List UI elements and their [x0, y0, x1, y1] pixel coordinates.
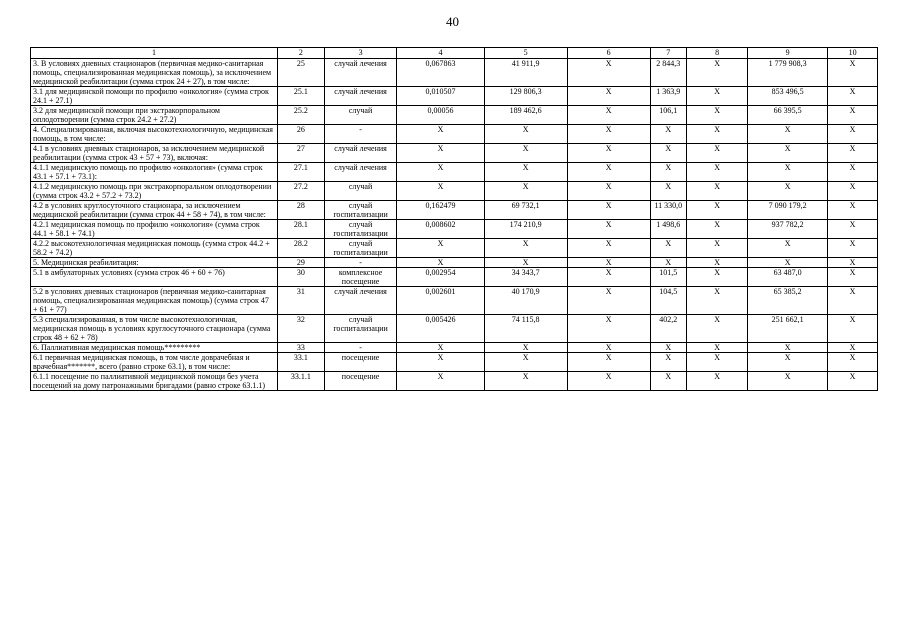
row-code-cell: 25 [278, 59, 325, 87]
row-value-cell: X [686, 315, 747, 343]
row-value-cell: X [567, 125, 650, 144]
row-value-cell: X [828, 182, 878, 201]
table-row [31, 182, 878, 201]
row-value-cell: 174 210,9 [484, 220, 567, 239]
header-row [31, 48, 878, 59]
row-value-cell: 66 395,5 [748, 106, 828, 125]
row-value-cell: X [686, 372, 747, 391]
row-value-cell: X [650, 125, 686, 144]
row-code-cell: 25.1 [278, 87, 325, 106]
row-value-cell: X [748, 182, 828, 201]
row-value-cell: X [567, 144, 650, 163]
row-code-cell: 31 [278, 287, 325, 315]
row-value-cell: X [828, 201, 878, 220]
row-value-cell: X [397, 125, 484, 144]
row-value-cell: X [397, 353, 484, 372]
row-value-cell: X [748, 239, 828, 258]
page-number: 40 [446, 14, 459, 29]
row-value-cell: X [567, 59, 650, 87]
row-value-cell: X [484, 258, 567, 268]
row-name-cell: 6.1.1 посещение по паллиативной медицинской помощи без учета посещений на дому патронажными бригадами (равно строке 63.1.1) [31, 372, 278, 391]
row-name-cell: 4.1 в условиях дневных стационаров, за исключением медицинской реабилитации (сумма строк 43 + 57 + 73), включая: [31, 144, 278, 163]
row-unit-cell: посещение [324, 353, 397, 372]
row-name-cell: 3.2 для медицинской помощи при экстракорпоральном оплодотворении (сумма строк 24.2 + 27.2) [31, 106, 278, 125]
header-cell: 7 [650, 48, 686, 59]
row-value-cell: 0,162479 [397, 201, 484, 220]
row-value-cell: X [686, 144, 747, 163]
table-row [31, 315, 878, 343]
row-value-cell: 0,010507 [397, 87, 484, 106]
row-value-cell: X [650, 258, 686, 268]
row-value-cell: X [397, 343, 484, 353]
table-row [31, 87, 878, 106]
row-value-cell: X [567, 87, 650, 106]
row-value-cell: X [748, 163, 828, 182]
table-row [31, 201, 878, 220]
row-unit-cell: случай лечения [324, 163, 397, 182]
row-code-cell: 28.2 [278, 239, 325, 258]
row-value-cell: X [650, 144, 686, 163]
row-value-cell: 101,5 [650, 268, 686, 287]
row-name-cell: 5. Медицинская реабилитация: [31, 258, 278, 268]
row-value-cell: X [397, 163, 484, 182]
row-unit-cell: - [324, 258, 397, 268]
header-cell: 10 [828, 48, 878, 59]
row-value-cell: X [567, 287, 650, 315]
row-value-cell: X [484, 182, 567, 201]
header-cell: 1 [31, 48, 278, 59]
row-value-cell: X [567, 268, 650, 287]
row-value-cell: X [686, 239, 747, 258]
row-value-cell: 402,2 [650, 315, 686, 343]
row-name-cell: 3.1 для медицинской помощи по профилю «онкология» (сумма строк 24.1 + 27.1) [31, 87, 278, 106]
row-value-cell: X [828, 315, 878, 343]
row-unit-cell: случай госпитализации [324, 315, 397, 343]
row-name-cell: 6.1 первичная медицинская помощь, в том числе доврачебная и врачебная*******, всего (равно строке 63.1), в том числе: [31, 353, 278, 372]
row-unit-cell: случай [324, 106, 397, 125]
row-value-cell: X [397, 372, 484, 391]
header-cell: 3 [324, 48, 397, 59]
row-value-cell: 74 115,8 [484, 315, 567, 343]
row-code-cell: 29 [278, 258, 325, 268]
row-code-cell: 26 [278, 125, 325, 144]
row-value-cell: X [748, 372, 828, 391]
row-value-cell: X [828, 87, 878, 106]
row-value-cell: X [484, 343, 567, 353]
row-value-cell: X [484, 239, 567, 258]
row-value-cell: X [567, 258, 650, 268]
row-value-cell: 1 498,6 [650, 220, 686, 239]
row-value-cell: X [484, 144, 567, 163]
row-value-cell: X [748, 258, 828, 268]
row-value-cell: X [567, 372, 650, 391]
row-value-cell: X [686, 201, 747, 220]
row-value-cell: 189 462,6 [484, 106, 567, 125]
row-value-cell: X [828, 59, 878, 87]
row-value-cell: X [567, 353, 650, 372]
row-value-cell: X [650, 372, 686, 391]
row-value-cell: X [828, 220, 878, 239]
row-value-cell: 106,1 [650, 106, 686, 125]
row-name-cell: 3. В условиях дневных стационаров (первичная медико-санитарная помощь, специализированная медицинская помощь), за исключением медицинской реабилитации (сумма строк 24 + 27), в том числе: [31, 59, 278, 87]
row-unit-cell: случай лечения [324, 87, 397, 106]
row-value-cell: 0,005426 [397, 315, 484, 343]
row-value-cell: 0,008602 [397, 220, 484, 239]
row-name-cell: 4.1.2 медицинскую помощь при экстракорпоральном оплодотворении (сумма строк 43.2 + 57.2 + 73.2) [31, 182, 278, 201]
row-value-cell: X [686, 182, 747, 201]
row-value-cell: X [650, 182, 686, 201]
row-code-cell: 27.1 [278, 163, 325, 182]
row-value-cell: X [828, 353, 878, 372]
row-value-cell: X [650, 343, 686, 353]
row-name-cell: 4. Специализированная, включая высокотехнологичную, медицинская помощь, в том числе: [31, 125, 278, 144]
row-value-cell: 0,067863 [397, 59, 484, 87]
row-value-cell: X [686, 125, 747, 144]
row-unit-cell: - [324, 343, 397, 353]
data-table [30, 47, 878, 391]
row-value-cell: X [686, 220, 747, 239]
table-row [31, 287, 878, 315]
row-value-cell: X [828, 268, 878, 287]
row-value-cell: 63 487,0 [748, 268, 828, 287]
row-code-cell: 30 [278, 268, 325, 287]
row-value-cell: X [567, 106, 650, 125]
row-value-cell: 853 496,5 [748, 87, 828, 106]
row-value-cell: X [397, 239, 484, 258]
row-value-cell: X [828, 343, 878, 353]
row-unit-cell: случай госпитализации [324, 201, 397, 220]
row-value-cell: X [686, 106, 747, 125]
row-unit-cell: случай лечения [324, 59, 397, 87]
row-name-cell: 5.2 в условиях дневных стационаров (первичная медико-санитарная помощь, специализированная медицинская помощь) (сумма строк 47 + 61 + 77) [31, 287, 278, 315]
row-value-cell: X [397, 182, 484, 201]
row-value-cell: X [567, 315, 650, 343]
row-value-cell: X [397, 258, 484, 268]
table-row [31, 258, 878, 268]
row-name-cell: 5.1 в амбулаторных условиях (сумма строк 46 + 60 + 76) [31, 268, 278, 287]
row-value-cell: X [484, 163, 567, 182]
row-value-cell: 0,00056 [397, 106, 484, 125]
row-code-cell: 33.1.1 [278, 372, 325, 391]
row-value-cell: X [828, 258, 878, 268]
row-value-cell: X [567, 182, 650, 201]
row-unit-cell: случай госпитализации [324, 239, 397, 258]
row-value-cell: X [748, 125, 828, 144]
row-value-cell: X [686, 163, 747, 182]
row-value-cell: X [828, 106, 878, 125]
row-value-cell: X [567, 220, 650, 239]
table-row [31, 59, 878, 87]
header-cell: 8 [686, 48, 747, 59]
row-value-cell: 104,5 [650, 287, 686, 315]
row-value-cell: X [828, 239, 878, 258]
table-row [31, 125, 878, 144]
row-value-cell: 41 911,9 [484, 59, 567, 87]
row-code-cell: 27 [278, 144, 325, 163]
row-value-cell: 65 385,2 [748, 287, 828, 315]
row-code-cell: 32 [278, 315, 325, 343]
header-cell: 2 [278, 48, 325, 59]
row-name-cell: 4.2.1 медицинская помощь по профилю «онкология» (сумма строк 44.1 + 58.1 + 74.1) [31, 220, 278, 239]
row-unit-cell: комплексное посещение [324, 268, 397, 287]
row-value-cell: X [567, 239, 650, 258]
row-value-cell: 251 662,1 [748, 315, 828, 343]
row-code-cell: 27.2 [278, 182, 325, 201]
row-value-cell: X [828, 144, 878, 163]
row-code-cell: 33.1 [278, 353, 325, 372]
table-row [31, 268, 878, 287]
row-name-cell: 4.2 в условиях круглосуточного стационара, за исключением медицинской реабилитации (сумма строк 44 + 58 + 74), в том числе: [31, 201, 278, 220]
row-code-cell: 25.2 [278, 106, 325, 125]
row-value-cell: 40 170,9 [484, 287, 567, 315]
row-value-cell: X [686, 353, 747, 372]
row-value-cell: X [748, 144, 828, 163]
row-unit-cell: случай госпитализации [324, 220, 397, 239]
row-name-cell: 4.2.2 высокотехнологичная медицинская помощь (сумма строк 44.2 + 58.2 + 74.2) [31, 239, 278, 258]
row-value-cell: X [650, 353, 686, 372]
row-value-cell: 11 330,0 [650, 201, 686, 220]
row-value-cell: X [828, 287, 878, 315]
row-value-cell: 129 806,3 [484, 87, 567, 106]
row-value-cell: 1 363,9 [650, 87, 686, 106]
row-name-cell: 6. Паллиативная медицинская помощь********* [31, 343, 278, 353]
header-cell: 6 [567, 48, 650, 59]
row-unit-cell: случай [324, 182, 397, 201]
row-value-cell: X [828, 372, 878, 391]
row-value-cell: 2 844,3 [650, 59, 686, 87]
table-row [31, 144, 878, 163]
row-value-cell: X [567, 163, 650, 182]
row-unit-cell: случай лечения [324, 287, 397, 315]
row-code-cell: 33 [278, 343, 325, 353]
row-value-cell: 0,002601 [397, 287, 484, 315]
table-row [31, 372, 878, 391]
row-value-cell: X [397, 144, 484, 163]
row-value-cell: X [567, 201, 650, 220]
header-cell: 4 [397, 48, 484, 59]
table-row [31, 343, 878, 353]
row-code-cell: 28.1 [278, 220, 325, 239]
row-value-cell: X [686, 343, 747, 353]
table-row [31, 163, 878, 182]
row-value-cell: X [686, 87, 747, 106]
row-value-cell: X [686, 59, 747, 87]
row-value-cell: X [567, 343, 650, 353]
row-value-cell: X [828, 125, 878, 144]
row-name-cell: 5.3 специализированная, в том числе высокотехнологичная, медицинская помощь в условиях круглосуточного стационара (сумма строк 48 + 62 + 78) [31, 315, 278, 343]
row-value-cell: 34 343,7 [484, 268, 567, 287]
header-cell: 5 [484, 48, 567, 59]
row-value-cell: X [484, 353, 567, 372]
row-value-cell: X [686, 287, 747, 315]
row-value-cell: X [650, 163, 686, 182]
row-unit-cell: - [324, 125, 397, 144]
row-value-cell: X [686, 258, 747, 268]
table-row [31, 239, 878, 258]
row-value-cell: 0,002954 [397, 268, 484, 287]
row-value-cell: X [686, 268, 747, 287]
row-value-cell: X [484, 372, 567, 391]
row-value-cell: X [828, 163, 878, 182]
row-name-cell: 4.1.1 медицинскую помощь по профилю «онкология» (сумма строк 43.1 + 57.1 + 73.1): [31, 163, 278, 182]
row-code-cell: 28 [278, 201, 325, 220]
row-value-cell: 937 782,2 [748, 220, 828, 239]
row-value-cell: X [650, 239, 686, 258]
row-value-cell: 1 779 908,3 [748, 59, 828, 87]
table-row [31, 106, 878, 125]
row-value-cell: 69 732,1 [484, 201, 567, 220]
table-row [31, 353, 878, 372]
table-row [31, 220, 878, 239]
row-value-cell: X [748, 353, 828, 372]
row-value-cell: X [484, 125, 567, 144]
header-cell: 9 [748, 48, 828, 59]
row-unit-cell: посещение [324, 372, 397, 391]
row-value-cell: 7 090 179,2 [748, 201, 828, 220]
row-value-cell: X [748, 343, 828, 353]
row-unit-cell: случай лечения [324, 144, 397, 163]
